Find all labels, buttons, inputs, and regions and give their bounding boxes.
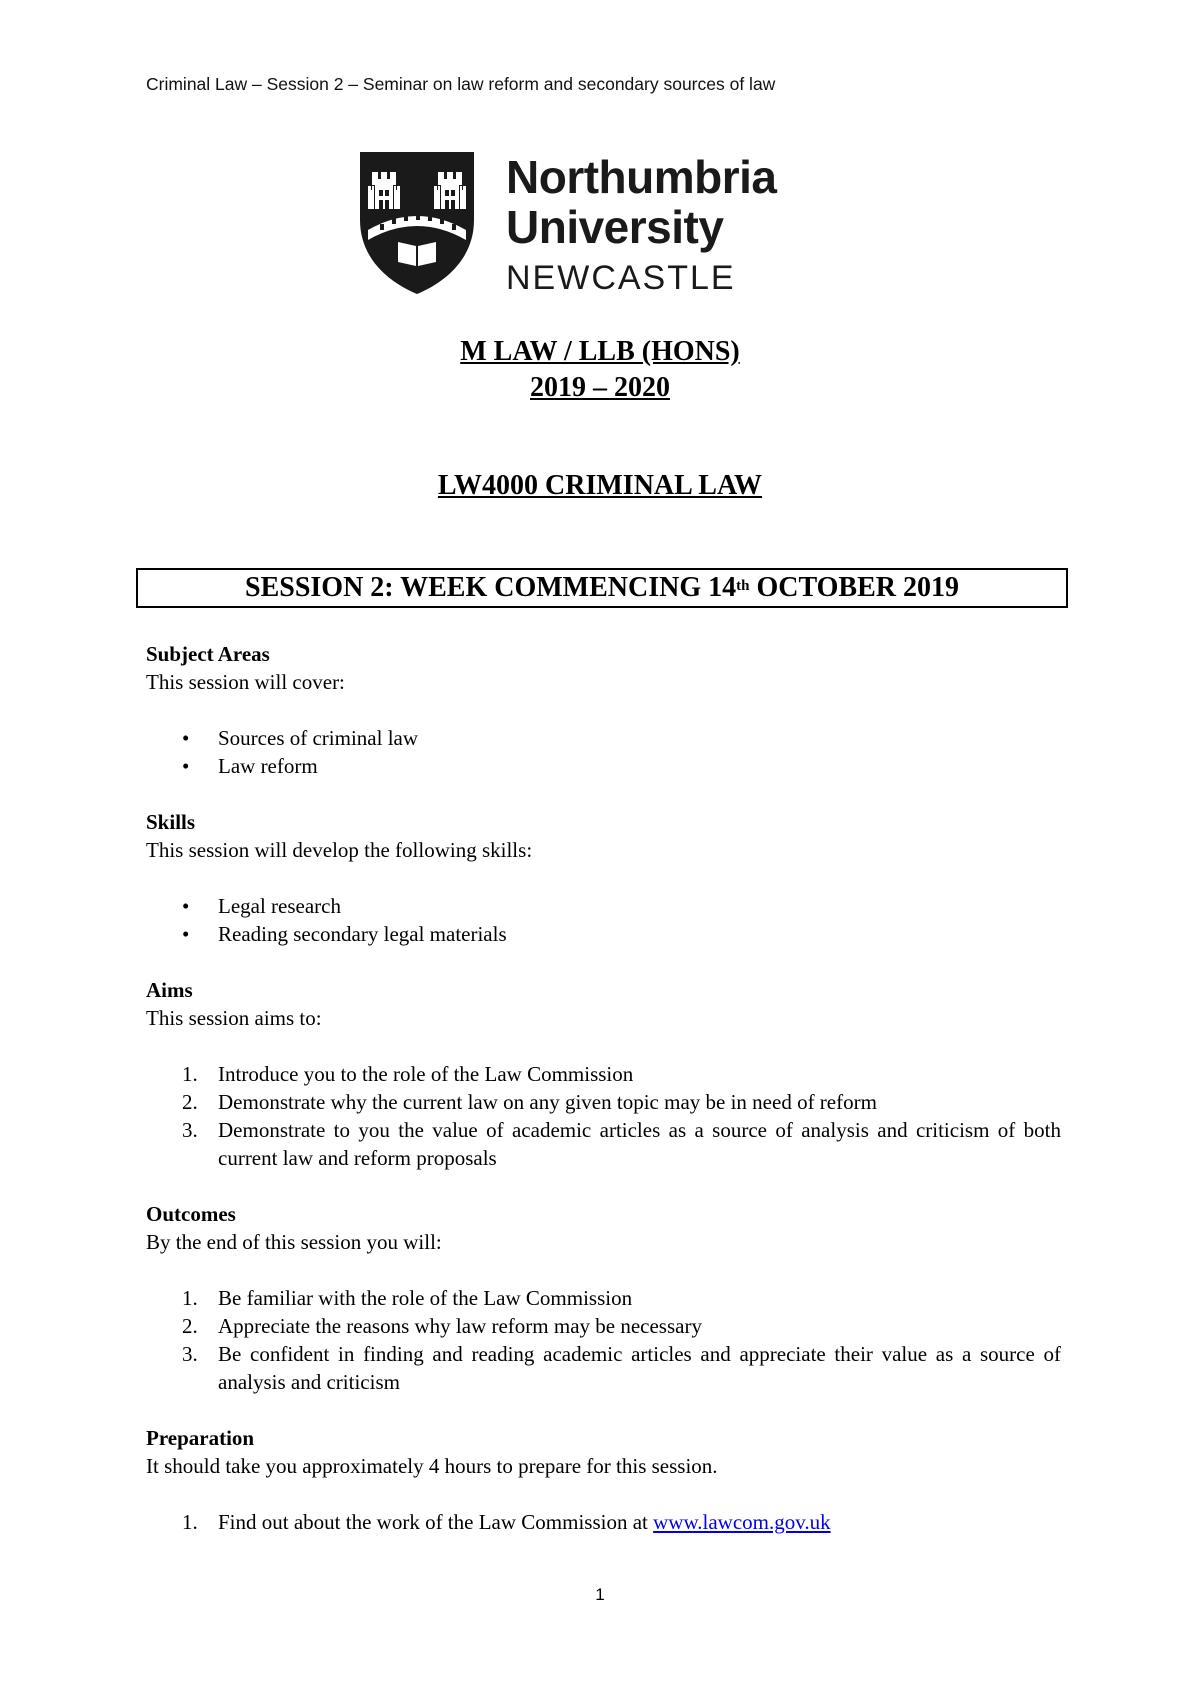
bullet-marker: • — [182, 922, 190, 946]
number-marker: 3. — [182, 1118, 198, 1142]
list-item: 3. Demonstrate to you the value of academic articles as a source of analysis and criticism of both current law and reform proposals — [182, 1118, 1061, 1170]
number-marker: 1. — [182, 1510, 198, 1534]
bullet-marker: • — [182, 754, 190, 778]
skills-heading: Skills — [146, 810, 196, 834]
list-item: 3. Be confident in finding and reading academic articles and appreciate their value as a source of analysis and criticism — [182, 1342, 1061, 1394]
session-banner-suffix: OCTOBER 2019 — [749, 572, 959, 603]
university-logo — [358, 150, 777, 300]
running-header: Criminal Law – Session 2 – Seminar on law reform and secondary sources of law — [146, 74, 776, 94]
shield-crest-icon — [358, 150, 476, 296]
list-item: 1. Introduce you to the role of the Law Commission — [182, 1062, 634, 1086]
module-title: LW4000 CRIMINAL LAW — [437, 470, 763, 501]
list-item: • Reading secondary legal materials — [182, 922, 507, 946]
academic-year: 2019 – 2020 — [530, 372, 670, 403]
subject-areas-heading: Subject Areas — [146, 642, 270, 666]
logo-wordmark-line3: NEWCASTLE — [506, 259, 736, 297]
number-marker: 2. — [182, 1314, 198, 1338]
aims-heading: Aims — [146, 978, 193, 1002]
bullet-marker: • — [182, 726, 190, 750]
list-item: • Law reform — [182, 754, 318, 778]
list-item: • Legal research — [182, 894, 341, 918]
preparation-list — [146, 1508, 1061, 1536]
logo-wordmark-line2: University — [506, 201, 724, 253]
module-title-block — [0, 468, 1200, 504]
page-number: 1 — [595, 1585, 605, 1604]
aims-list — [146, 1060, 1061, 1172]
logo-wordmark-line1: Northumbria — [506, 151, 777, 203]
number-marker: 1. — [182, 1286, 198, 1310]
preparation-intro: It should take you approximately 4 hours to prepare for this session. — [146, 1454, 718, 1478]
outcomes-list — [146, 1284, 1061, 1396]
number-marker: 1. — [182, 1062, 198, 1086]
skills-intro: This session will develop the following skills: — [146, 838, 533, 862]
document-body — [146, 640, 1061, 1536]
list-item: 1. Be familiar with the role of the Law Commission — [182, 1286, 633, 1310]
session-banner-sup: th — [736, 577, 750, 594]
aims-intro: This session aims to: — [146, 1006, 322, 1030]
session-banner-prefix: SESSION 2: WEEK COMMENCING 14 — [245, 572, 737, 603]
list-item: • Sources of criminal law — [182, 726, 419, 750]
subject-areas-intro: This session will cover: — [146, 670, 345, 694]
number-marker: 3. — [182, 1342, 198, 1366]
list-item: 2. Demonstrate why the current law on any given topic may be in need of reform — [182, 1090, 877, 1114]
preparation-heading: Preparation — [146, 1426, 255, 1450]
list-item: 1. Find out about the work of the Law Commission at www.lawcom.gov.uk — [182, 1510, 831, 1534]
bullet-marker: • — [182, 894, 190, 918]
programme-titles — [0, 334, 1200, 406]
number-marker: 2. — [182, 1090, 198, 1114]
skills-list — [146, 892, 1061, 948]
session-banner — [136, 568, 1068, 608]
subject-areas-list — [146, 724, 1061, 780]
list-item: 2. Appreciate the reasons why law reform may be necessary — [182, 1314, 702, 1338]
programme-title: M LAW / LLB (HONS) — [460, 336, 740, 367]
outcomes-heading: Outcomes — [146, 1202, 236, 1226]
lawcom-link[interactable]: www.lawcom.gov.uk — [653, 1510, 831, 1534]
outcomes-intro: By the end of this session you will: — [146, 1230, 442, 1254]
